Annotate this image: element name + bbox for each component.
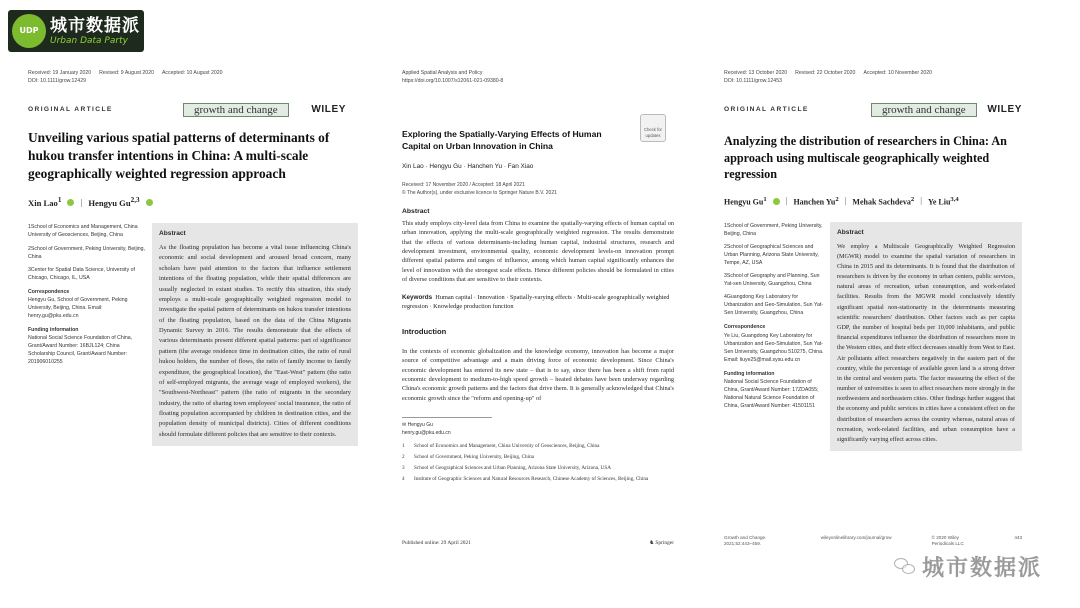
footnote-divider <box>402 417 492 418</box>
paper2-email[interactable]: henry.gu@pku.edu.cn <box>402 429 451 436</box>
paper-human-capital <box>402 70 674 550</box>
paper3-journal-banner: growth and change <box>871 103 977 117</box>
paper2-correspondence: ✉ Hengyu Gu henry.gu@pku.edu.cn <box>402 422 674 437</box>
paper1-doi: DOI: 10.1111/grow.12429 <box>28 77 86 84</box>
paper3-dates: Received: 13 October 2020 Revised: 22 October 2020 Accepted: 10 November 2020 <box>724 70 933 76</box>
wechat-icon <box>894 558 916 576</box>
paper2-affiliations <box>402 443 674 483</box>
paper3-publisher-logo: WILEY <box>987 103 1022 115</box>
orcid-icon <box>773 198 780 205</box>
affil-item: 2 School of Government, Peking University, Beijing, China <box>402 454 534 461</box>
paper3-affiliations: 1School of Government, Peking University, Beijing, China 2School of Geographical Sciences and Urban Planning, Arizona State University, Tempe, AZ, USA 3School of Geography and Planning, Sun Yat-sen University, Guangzhou, China 4Guangdong Key Laboratory for Urbanization and Geo-Simulation, Sun Yat-Sen University, Guangzhou, China Correspondence Ye Liu, Guangdong Key Laboratory for Urbanization and Geo-Simulation, Sun Yat-Sen University, Guangzhou 510275, China. Email: liuye25@mail.sysu.edu.cn Funding information National Social Science Foundation of China, Grant/Award Number: 17ZDA055; National Natural Science Foundation of China, Grant/Award Number: 41501151 <box>724 222 824 409</box>
paper3-doi: DOI: 10.1111/grow.12453 <box>724 77 782 84</box>
springer-logo: ♞ Springer <box>649 540 674 547</box>
paper1-author2: Hengyu Gu$^{2,3}$ <box>88 196 140 208</box>
check-for-updates-badge[interactable]: Check for updates <box>640 114 666 142</box>
affil-item: 4 Institute of Geographic Sciences and Natural Resources Research, Chinese Academy of Sciences, Beijing, China <box>402 475 649 482</box>
paper3-authors: Hengyu Gu$^1$ | Hanchen Yu$^2$ | Mehak Sachdeva$^2$ | Ye Liu$^{3,4}$ <box>724 195 959 207</box>
affil-item: 3 School of Geographical Sciences and Urban Planning, Arizona State University, Arizona, USA <box>402 464 612 471</box>
paper1-article-type: ORIGINAL ARTICLE <box>28 106 113 114</box>
paper1-author1: Xin Lao$^1$ <box>28 196 62 208</box>
paper2-intro-text: In the contexts of economic globalization and the knowledge economy, innovation has become a major source of competitive advantage and a main driving force of economic development. Since China's economic development has entered its new state – that is to say, since there has been a shift from rapid economic development to medium-to-high speed growth – heated debates have been underway regarding China's economic growth patterns and the factors that drive them. It is generally acknowledged that China's economic growth since the "reform and opening-up" of <box>402 347 674 402</box>
author-separator: | <box>80 196 83 207</box>
paper1-title: Unveiling various spatial patterns of determinants of hukou transfer intentions in China: A multi-scale geographically weighted regression approach <box>28 130 330 182</box>
paper1-authors <box>28 195 358 209</box>
paper3-abstract-text: We employ a Multiscale Geographically Weighted Regression (MGWR) model to examine the spatial variation of researchers in China in 2015 and its determinants. It is found that the distribution of researchers is driven by the economy in urban centers, public services, natural areas of recreation, urban consumption, and work-related facilities. Results from the MGWR model conclusively identify significant spatial non-stationarity in the determinants measuring scientific researchers' distribution. Other factors such as per capita GDP, the number of hospital beds per 10,000 inhabitants, and public financial expenditures influence the distribution of researchers more in the Western cities, and their effect decreases steadily from West to East. Air pollutants affect researchers negatively in the eastern part of the country, while the percentage of available green land is a strong driver in the central and western parts. The factor measuring the effect of the number of universities is seen to affect researchers more strongly in the northwestern and northeastern cities. Other findings further suggest that the economy and public services in cities have a consistent effect on the distribution of researchers across the country whereas, natural areas of recreation, work-related facilities, and urban consumption have a significantly varying effect across cities. <box>837 242 1015 443</box>
affil-item: 1 School of Economics and Management, China University of Geosciences, Beijing, China <box>402 443 600 450</box>
paper2-keywords: Keywords Human capital · Innovation · Spatially-varying effects · Multi-scale geographically weighted regression · Knowledge production function <box>402 293 670 311</box>
paper-hukou-transfer <box>28 70 358 550</box>
paper2-abstract-heading: Abstract <box>402 207 430 215</box>
paper3-footer: Growth and Change. 2021;52:443–459. wileyonlinelibrary.com/journal/grow © 2020 Wiley Periodicals LLC 443 <box>724 534 1022 547</box>
paper-researchers-distribution <box>724 70 1022 550</box>
paper1-abstract-text: As the floating population has become a vital issue influencing China's economic and social development and aroused broad concern, many scholars have paid attention to the factors that influence settlement intentions of the floating population, while their spatial differences are usually neglected in extant studies. To rectify this situation, this study employs a multi-scale geographically weighted regression model to investigate the spatial pattern of determinants on hukou transfer intentions of the floating population, based on the data of the China Migrants Dynamic Survey in 2016. The results demonstrate that the effects of various determinants present different spatial patterns: part of significance pattern (the average residence time in destination cities, the ratio of rural hukou holders, the number of flows, the ratio of family income to family expenditure, the geographical location), the "East-West" pattern (the ratio of self-employed migrants, the average wage of employed workers), the "Southwest-Northeast" pattern (the ratio of migrants in the secondary industry, the ratio of sharing town employees' social insurance, the ratio of floating population accompanied by children in destination cities, and the population density of municipal districts). Cities of different conditions should formulate different policies that are sensitive to their contexts. <box>159 244 351 438</box>
paper3-title: Analyzing the distribution of researchers in China: An approach using multiscale geographically weighted regression <box>724 134 1007 182</box>
paper2-journal-name: Applied Spatial Analysis and Policy <box>402 70 483 76</box>
paper1-journal-banner: growth and change <box>183 103 289 117</box>
paper1-publisher-logo: WILEY <box>311 103 346 115</box>
brand-logo <box>8 10 144 52</box>
paper2-authors: Xin Lao · Hengyu Gu · Hanchen Yu · Fan Xiao <box>402 162 534 170</box>
paper2-intro-heading: Introduction <box>402 326 447 336</box>
paper1-dates: Received: 19 January 2020 Revised: 9 August 2020 Accepted: 10 August 2020 <box>28 70 223 76</box>
orcid-icon <box>67 199 74 206</box>
wechat-watermark <box>894 551 1042 582</box>
paper3-abstract-box: Abstract We employ a Multiscale Geographically Weighted Regression (MGWR) model to examine the spatial variation of researchers in China in 2015 and its determinants. It is found that the distribution of researchers is driven by the economy in urban centers, public services, natural areas of recreation, urban consumption, and work-related facilities. Results from the MGWR model conclusively identify significant spatial non-stationarity in the determinants measuring scientific researchers' distribution. Other factors such as per capita GDP, the number of hospital beds per 10,000 inhabitants, and public financial expenditures influence the distribution of researchers more in the Western cities, and their effect decreases steadily from West to East. Air pollutants affect researchers negatively in the eastern part of the country, while the percentage of available green land is a strong driver in the central and western parts. The factor measuring the effect of the number of universities is seen to affect researchers more strongly in the northwestern and northeastern cities. Other findings further suggest that the economy and public services in cities have a consistent effect on the distribution of researchers across the country whereas, natural areas of recreation, work-related facilities, and urban consumption have a significantly varying effect across cities. <box>830 222 1022 451</box>
logo-mark-icon: UDP <box>12 14 46 48</box>
paper2-dates: Received: 17 November 2020 / Accepted: 18 April 2021 © The Author(s), under exclusive licence to Springer Nature B.V. 2021 <box>402 181 557 196</box>
logo-english-text: Urban Data Party <box>50 35 128 46</box>
paper3-article-type: ORIGINAL ARTICLE <box>724 106 809 114</box>
logo-chinese-text: 城市数据派 <box>50 15 140 36</box>
paper2-title: Exploring the Spatially-Varying Effects of Human Capital on Urban Innovation in China <box>402 128 602 151</box>
watermark-text: 城市数据派 <box>921 556 1042 581</box>
paper1-abstract-box: Abstract As the floating population has become a vital issue influencing China's economic and social development and aroused broad concern, many scholars have paid attention to the factors that influence settlement intentions of the floating population, while their spatial differences are usually neglected in extant studies. To rectify this situation, this study employs a multi-scale geographically weighted regression model to investigate the spatial pattern of determinants on hukou transfer intentions of the floating population, based on the data of the China Migrants Dynamic Survey in 2016. The results demonstrate that the effects of various determinants present different spatial patterns: part of significance pattern (the average residence time in destination cities, the ratio of rural hukou holders, the number of flows, the ratio of family income to family expenditure, the geographical location), the "East-West" pattern (the ratio of self-employed migrants, the average wage of employed workers), the "Southwest-Northeast" pattern (the ratio of migrants in the secondary industry, the ratio of sharing town employees' social insurance, the ratio of floating population accompanied by children in destination cities, and the population density of municipal districts). Cities of different conditions should formulate different policies that are sensitive to their contexts. <box>152 223 358 446</box>
paper2-abstract-text: This study employs city-level data from China to examine the spatially-varying effects of human capital on urban innovation, applying the multi-scale geographically weighted regression. The results demonstrate that the effects of various determinants-including human capital, industrial structures, research and development investment, environmental quality, economic development levels-on innovation prompt different spatial patterns and ranges of influence, among which human capital significantly enhances the level of innovation with the strongest scale effects. Hence different policies should be formulated in cities of diverse conditions that are sensitive to their contexts. <box>402 219 674 284</box>
paper1-affiliations: 1School of Economics and Management, China University of Geosciences, Beijing, China 2School of Government, Peking University, Beijing, China 3Center for Spatial Data Science, University of Chicago, Chicago, IL, USA Correspondence Hengyu Gu, School of Government, Peking University, Beijing, China. Email: henry.gu@pku.edu.cn Funding information National Social Science Foundation of China, Grant/Award Number: 16BJL124; China Scholarship Council, Grant/Award Number: 201906010255 <box>28 224 145 366</box>
paper2-footer: Published online: 29 April 2021 ♞ Springer <box>402 540 674 547</box>
orcid-icon <box>146 199 153 206</box>
paper2-doi: https://doi.org/10.1007/s12061-021-09380-8 <box>402 77 504 84</box>
